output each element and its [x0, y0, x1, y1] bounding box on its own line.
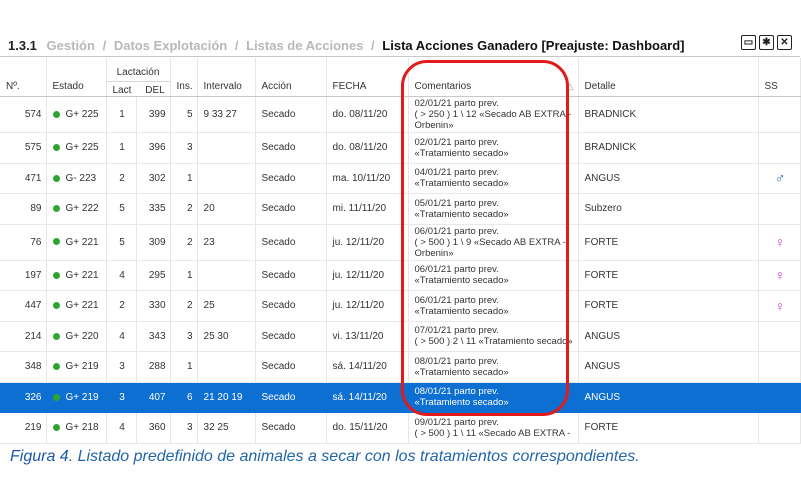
cell-detalle[interactable]: FORTE: [578, 260, 758, 291]
cell-detalle[interactable]: ANGUS: [578, 163, 758, 194]
cell-estado[interactable]: [46, 321, 106, 352]
cell-detalle[interactable]: FORTE: [578, 413, 758, 444]
status-dot-icon: [53, 394, 60, 401]
cell-fecha[interactable]: ju. 12/11/20: [326, 224, 408, 260]
table-row[interactable]: [0, 382, 800, 413]
cell-del[interactable]: 302: [136, 163, 170, 194]
breadcrumb-listas-acciones[interactable]: Listas de Acciones: [246, 38, 364, 53]
table-row[interactable]: [0, 97, 800, 133]
cell-ss[interactable]: [758, 382, 800, 413]
cell-ins[interactable]: 6: [170, 382, 197, 413]
cell-del[interactable]: 295: [136, 260, 170, 291]
col-header-comentarios-label: Comentarios: [414, 81, 472, 92]
col-group-lactacion: [106, 58, 170, 97]
table-row[interactable]: [0, 352, 800, 383]
cell-estado[interactable]: [46, 260, 106, 291]
cell-comentario[interactable]: 07/01/21 parto prev. ( > 500 ) 2 \ 11 «Tratamiento secado»: [408, 321, 578, 352]
cell-lact[interactable]: 2: [106, 163, 136, 194]
status-dot-icon: [53, 175, 60, 182]
status-dot-icon: [53, 205, 60, 212]
col-header-del[interactable]: DEL: [145, 85, 165, 96]
cell-lact[interactable]: 1: [106, 133, 136, 164]
col-header-ss[interactable]: SS: [758, 58, 800, 97]
cell-ss[interactable]: [758, 224, 800, 260]
col-header-num[interactable]: Nº.: [0, 58, 46, 97]
breadcrumb-separator: /: [371, 38, 375, 53]
page-title: Lista Acciones Ganadero [Preajuste: Dashboard]: [382, 38, 685, 53]
cell-accion[interactable]: Secado: [255, 291, 326, 322]
col-header-accion[interactable]: Acción: [255, 58, 326, 97]
cell-num[interactable]: 214: [0, 321, 46, 352]
cell-ins[interactable]: 1: [170, 260, 197, 291]
cell-accion[interactable]: Secado: [255, 133, 326, 164]
cell-num[interactable]: 447: [0, 291, 46, 322]
cell-ins[interactable]: 1: [170, 163, 197, 194]
cell-fecha[interactable]: ju. 12/11/20: [326, 260, 408, 291]
cell-accion[interactable]: Secado: [255, 194, 326, 225]
col-header-lact[interactable]: Lact: [112, 85, 132, 96]
cell-intervalo[interactable]: 20: [197, 194, 255, 225]
cell-fecha[interactable]: do. 08/11/20: [326, 97, 408, 133]
table-row[interactable]: [0, 163, 800, 194]
cell-intervalo[interactable]: 21 20 19: [197, 382, 255, 413]
col-header-ins[interactable]: Ins.: [170, 58, 197, 97]
cell-comentario[interactable]: 02/01/21 parto prev. «Tratamiento secado»: [408, 133, 578, 164]
cell-ins[interactable]: 3: [170, 321, 197, 352]
cell-comentario[interactable]: 08/01/21 parto prev. «Tratamiento secado»: [408, 352, 578, 383]
cell-num[interactable]: 574: [0, 97, 46, 133]
group-header-lactacion: Lactación: [107, 67, 170, 82]
estado-label: G+ 222: [65, 203, 99, 215]
cell-num[interactable]: 348: [0, 352, 46, 383]
cell-accion[interactable]: Secado: [255, 224, 326, 260]
cell-lact[interactable]: 3: [106, 382, 136, 413]
estado-label: G+ 219: [65, 391, 99, 403]
estado-label: G- 223: [65, 172, 97, 184]
cell-accion[interactable]: Secado: [255, 163, 326, 194]
cell-intervalo[interactable]: [197, 163, 255, 194]
estado-label: G+ 225: [65, 142, 99, 154]
section-number: 1.3.1: [8, 38, 37, 53]
cell-intervalo[interactable]: 9 33 27: [197, 97, 255, 133]
cell-del[interactable]: 407: [136, 382, 170, 413]
cell-fecha[interactable]: sá. 14/11/20: [326, 352, 408, 383]
cell-comentario[interactable]: 04/01/21 parto prev. «Tratamiento secado»: [408, 163, 578, 194]
female-icon: ♀: [774, 234, 786, 250]
window-controls: [741, 35, 792, 50]
cell-fecha[interactable]: do. 15/11/20: [326, 413, 408, 444]
cell-ins[interactable]: 3: [170, 413, 197, 444]
estado-label: G+ 225: [65, 109, 99, 120]
cell-estado[interactable]: [46, 413, 106, 444]
cell-lact[interactable]: 4: [106, 260, 136, 291]
cell-lact[interactable]: 5: [106, 224, 136, 260]
cell-intervalo[interactable]: [197, 352, 255, 383]
cell-accion[interactable]: Secado: [255, 352, 326, 383]
male-icon: ♂: [774, 170, 786, 187]
estado-label: G+ 221: [65, 236, 99, 248]
title-bar: [0, 0, 800, 55]
settings-icon[interactable]: ✱: [759, 35, 774, 50]
cell-lact[interactable]: 4: [106, 413, 136, 444]
cell-num[interactable]: 471: [0, 163, 46, 194]
cell-ins[interactable]: 3: [170, 133, 197, 164]
table-row[interactable]: [0, 194, 800, 225]
cell-estado[interactable]: [46, 194, 106, 225]
cell-accion[interactable]: Secado: [255, 413, 326, 444]
col-header-estado[interactable]: Estado: [46, 58, 106, 97]
cell-num[interactable]: 197: [0, 260, 46, 291]
table-row[interactable]: [0, 224, 800, 260]
window-icon[interactable]: ▭: [741, 35, 756, 50]
col-header-fecha[interactable]: FECHA: [326, 58, 408, 97]
cell-fecha[interactable]: ju. 12/11/20: [326, 291, 408, 322]
cell-intervalo[interactable]: 25 30: [197, 321, 255, 352]
cell-fecha[interactable]: do. 08/11/20: [326, 133, 408, 164]
status-dot-icon: [53, 302, 60, 309]
cell-fecha[interactable]: ma. 10/11/20: [326, 163, 408, 194]
breadcrumb-gestion[interactable]: Gestión: [46, 38, 95, 53]
cell-comentario[interactable]: 09/01/21 parto prev. ( > 500 ) 1 \ 11 «Secado AB EXTRA -: [408, 413, 578, 444]
cell-estado[interactable]: [46, 382, 106, 413]
cell-detalle[interactable]: ANGUS: [578, 352, 758, 383]
cell-ss[interactable]: [758, 352, 800, 383]
caption-text: Listado predefinido de animales a secar con los tratamientos correspondientes.: [73, 448, 640, 465]
table-row[interactable]: [0, 260, 800, 291]
cell-del[interactable]: 309: [136, 224, 170, 260]
col-header-comentarios[interactable]: [408, 58, 578, 97]
cell-num[interactable]: 326: [0, 382, 46, 413]
estado-label: G+ 220: [65, 330, 99, 342]
cell-accion[interactable]: Secado: [255, 321, 326, 352]
table-row[interactable]: [0, 413, 800, 444]
cell-ss[interactable]: [758, 194, 800, 225]
actions-table: [0, 58, 801, 444]
cell-ss[interactable]: [758, 321, 800, 352]
cell-intervalo[interactable]: [197, 133, 255, 164]
female-icon: ♀: [774, 267, 786, 284]
estado-label: G+ 218: [65, 422, 99, 434]
cell-ins[interactable]: 5: [170, 97, 197, 133]
cell-detalle[interactable]: Subzero: [578, 194, 758, 225]
cell-num[interactable]: 89: [0, 194, 46, 225]
status-dot-icon: [53, 333, 60, 340]
cell-ss[interactable]: [758, 291, 800, 322]
cell-ss[interactable]: [758, 260, 800, 291]
col-header-detalle[interactable]: Detalle: [578, 58, 758, 97]
status-dot-icon: [53, 272, 60, 279]
status-dot-icon: [53, 144, 60, 151]
cell-intervalo[interactable]: 32 25: [197, 413, 255, 444]
col-header-intervalo[interactable]: Intervalo: [197, 58, 255, 97]
cell-fecha[interactable]: vi. 13/11/20: [326, 321, 408, 352]
cell-estado[interactable]: [46, 97, 106, 133]
figure-label: Figura 4.: [10, 448, 74, 465]
cell-ins[interactable]: 2: [170, 291, 197, 322]
cell-del[interactable]: 335: [136, 194, 170, 225]
table-row[interactable]: [0, 321, 800, 352]
cell-detalle[interactable]: FORTE: [578, 224, 758, 260]
cell-detalle[interactable]: FORTE: [578, 291, 758, 322]
cell-ins[interactable]: 1: [170, 352, 197, 383]
cell-num[interactable]: 219: [0, 413, 46, 444]
table-header-row: [0, 58, 800, 97]
female-icon: ♀: [774, 297, 786, 314]
cell-fecha[interactable]: sá. 14/11/20: [326, 382, 408, 413]
cell-lact[interactable]: 4: [106, 321, 136, 352]
cell-lact[interactable]: 2: [106, 291, 136, 322]
cell-detalle[interactable]: ANGUS: [578, 382, 758, 413]
cell-ins[interactable]: 2: [170, 224, 197, 260]
cell-estado[interactable]: [46, 224, 106, 260]
table-row[interactable]: [0, 291, 800, 322]
cell-comentario[interactable]: 02/01/21 parto prev. ( > 250 ) 1 \ 12 «Secado AB EXTRA - Orbenin»: [408, 97, 578, 133]
cell-lact[interactable]: 1: [106, 97, 136, 133]
cell-ss[interactable]: [758, 163, 800, 194]
cell-estado[interactable]: [46, 133, 106, 164]
cell-comentario[interactable]: 08/01/21 parto prev. «Tratamiento secado»: [408, 382, 578, 413]
cell-accion[interactable]: Secado: [255, 97, 326, 133]
cell-fecha[interactable]: mi. 11/11/20: [326, 194, 408, 225]
close-icon[interactable]: ✕: [777, 35, 792, 50]
cell-intervalo[interactable]: [197, 260, 255, 291]
cell-del[interactable]: 343: [136, 321, 170, 352]
cell-ss[interactable]: [758, 413, 800, 444]
status-dot-icon: [53, 424, 60, 431]
status-dot-icon: [53, 238, 60, 245]
estado-label: G+ 221: [65, 269, 99, 281]
breadcrumb-separator: /: [234, 38, 239, 53]
breadcrumb-datos-explotacion[interactable]: Datos Explotación: [113, 38, 228, 53]
status-dot-icon: [53, 111, 60, 118]
cell-num[interactable]: 575: [0, 133, 46, 164]
cell-del[interactable]: 330: [136, 291, 170, 322]
cell-intervalo[interactable]: 25: [197, 291, 255, 322]
estado-label: G+ 219: [65, 361, 99, 373]
cell-comentario[interactable]: 06/01/21 parto prev. «Tratamiento secado»: [408, 260, 578, 291]
cell-ss[interactable]: [758, 133, 800, 164]
cell-comentario[interactable]: 06/01/21 parto prev. ( > 500 ) 1 \ 9 «Secado AB EXTRA - Orbenin»: [408, 224, 578, 260]
cell-del[interactable]: 288: [136, 352, 170, 383]
cell-detalle[interactable]: BRADNICK: [578, 133, 758, 164]
cell-accion[interactable]: Secado: [255, 382, 326, 413]
cell-estado[interactable]: [46, 163, 106, 194]
cell-detalle[interactable]: BRADNICK: [578, 97, 758, 133]
cell-detalle[interactable]: ANGUS: [578, 321, 758, 352]
cell-del[interactable]: 399: [136, 97, 170, 133]
cell-lact[interactable]: 5: [106, 194, 136, 225]
estado-label: G+ 221: [65, 300, 99, 312]
cell-ins[interactable]: 2: [170, 194, 197, 225]
cell-estado[interactable]: [46, 291, 106, 322]
cell-lact[interactable]: 3: [106, 352, 136, 383]
cell-intervalo[interactable]: 23: [197, 224, 255, 260]
cell-comentario[interactable]: 06/01/21 parto prev. «Tratamiento secado»: [408, 291, 578, 322]
breadcrumb: [8, 38, 685, 53]
cell-del[interactable]: 396: [136, 133, 170, 164]
header-divider: [0, 56, 800, 57]
cell-num[interactable]: 76: [0, 224, 46, 260]
actions-grid: [0, 58, 800, 439]
cell-accion[interactable]: Secado: [255, 260, 326, 291]
cell-del[interactable]: 360: [136, 413, 170, 444]
breadcrumb-separator: /: [102, 38, 107, 53]
status-dot-icon: [53, 363, 60, 370]
table-row[interactable]: [0, 133, 800, 164]
cell-comentario[interactable]: 05/01/21 parto prev. «Tratamiento secado»: [408, 194, 578, 225]
cell-estado[interactable]: [46, 352, 106, 383]
figure-caption: [10, 448, 640, 466]
cell-ss[interactable]: [758, 97, 800, 133]
sort-asc-icon: △: [566, 81, 574, 91]
